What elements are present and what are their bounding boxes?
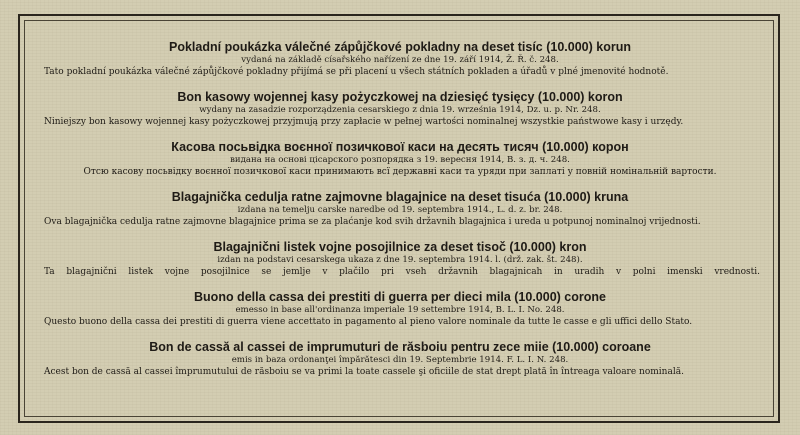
block-title: Blagajnični listek vojne posojilnice za deset tisoč (10.000) kron	[213, 240, 587, 254]
czech-block	[30, 40, 770, 78]
block-subtitle: vydaná na základě císařského nařízení ze dne 19. září 1914, Ž. Ř. č. 248.	[241, 55, 559, 65]
block-text: Questo buono della cassa dei prestiti di guerra viene accettato in pagamento al pieno valore nominale da tutte le casse e gli uffici dello Stato.	[44, 317, 693, 327]
block-title: Bon kasowy wojennej kasy pożyczkowej na dziesięć tysięcy (10.000) koron	[177, 90, 623, 104]
croatian-block	[30, 190, 770, 228]
block-text: Ova blagajnička cedulja ratne zajmovne blagajnice prima se za plaćanje kod svih državnih blagajnica i ureda u potpunoj nominalnoj vrijednosti.	[44, 217, 701, 227]
block-title: Pokladní poukázka válečné zápůjčkové pokladny na deset tisíc (10.000) korun	[169, 40, 631, 54]
block-title: Blagajnička cedulja ratne zajmovne blagajnice na deset tisuća (10.000) kruna	[171, 190, 629, 204]
block-text: Tato pokladní poukázka válečné zápůjčkové pokladny přijímá se při placení u všech státních pokladen a úřadů v plné jmenovité hodnotě.	[44, 67, 669, 77]
polish-block	[30, 90, 770, 128]
block-subtitle: emesso in base all'ordinanza imperiale 19 settembre 1914, B. L. I. No. 248.	[235, 305, 565, 315]
block-text: Niniejszy bon kasowy wojennej kasy pożyczkowej przyjmują przy zapłacie w pełnej wartości nominalnej wszystkie państwowe kasy i urzędy.	[44, 117, 684, 127]
slovenian-block	[30, 240, 770, 278]
block-subtitle: izdan na podstavi cesarskega ukaza z dne 19. septembra 1914. l. (drž. zak. št. 248).	[217, 255, 583, 265]
block-title: Bon de cassă al cassei de imprumuturi de răsboiu pentru zece miie (10.000) coroane	[149, 340, 651, 354]
text-panel	[30, 40, 770, 390]
romanian-block	[30, 340, 770, 378]
block-subtitle: izdana na temelju carske naredbe od 19. septembra 1914., L. d. z. br. 248.	[237, 205, 563, 215]
block-subtitle: emis in baza ordonanţei împărătesci din 19. Septembrie 1914. F. L. I. N. 248.	[231, 355, 569, 365]
block-subtitle: wydany na zasadzie rozporządzenia cesarskiego z dnia 19. września 1914, Dz. u. p. Nr. 248.	[199, 105, 601, 115]
block-text: Acest bon de cassă al cassei împrumutului de răsboiu se va primi la toate cassele şi oficiile de stat drept plată în întreaga valoare nominală.	[44, 367, 684, 377]
block-subtitle: видана на основі цісарского розпорядка з 19. вересня 1914, В. з. д. ч. 248.	[230, 155, 570, 165]
ukrainian-block	[30, 140, 770, 178]
block-text: Ta blagajnični listek vojne posojilnice se jemlje v plačilo pri vseh državnih blagajnicah in uradih v polni imenski vrednosti.	[44, 267, 760, 277]
block-text: Отсю касову посьвідку воєнної позичкової каси принимають всї державні каси та уряди при заплаті у повній номінальній вартости.	[83, 167, 717, 177]
block-title: Buono della cassa dei prestiti di guerra per dieci mila (10.000) corone	[194, 290, 606, 304]
italian-block	[30, 290, 770, 328]
block-title: Касова посьвідка воєнної позичкової каси на десять тисяч (10.000) корон	[171, 140, 629, 154]
